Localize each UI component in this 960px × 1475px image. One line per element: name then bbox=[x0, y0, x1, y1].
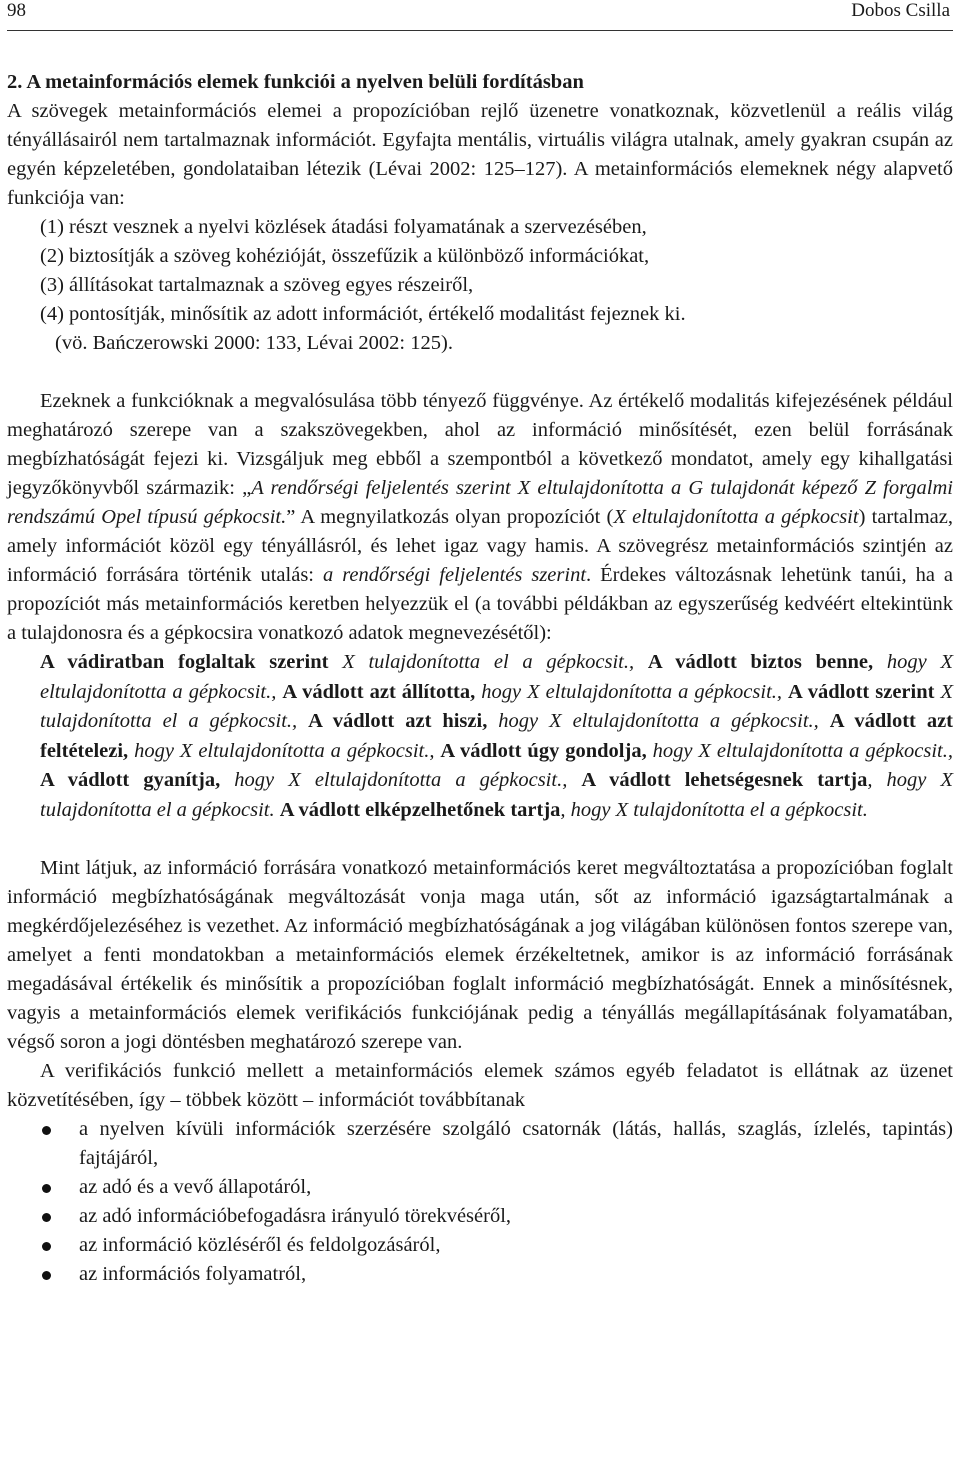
page-number: 98 bbox=[7, 0, 26, 21]
function-item: (3) állításokat tartalmaznak a szöveg egyes részeiről, bbox=[40, 274, 474, 296]
bullet-item: az adó információbefogadásra irányuló törekvéséről, bbox=[7, 1202, 953, 1231]
example-item: A vádlott azt állította, hogy X eltulajdonította a gépkocsit., bbox=[282, 680, 789, 703]
bullet-item: az adó és a vevő állapotáról, bbox=[7, 1173, 953, 1202]
bullet-icon bbox=[42, 1184, 51, 1193]
bullet-list bbox=[7, 1115, 953, 1289]
example-item: A vádlott azt feltételezi, hogy X eltulajdonította a gépkocsit., bbox=[40, 710, 953, 762]
function-item: (1) részt vesznek a nyelvi közlések átadási folyamatának a szervezésében, bbox=[40, 216, 647, 238]
page bbox=[7, 0, 953, 1289]
example-item: A vádlott elképzelhetőnek tartja, hogy X tulajdonította el a gépkocsit. bbox=[279, 798, 868, 821]
example-paragraph: Ezeknek a funkcióknak a megvalósulása több tényező függvénye. Az értékelő modalitás kifejezésének például meghatározó szerepe van a szakszövegekben, ahol az információ minősítését, ezen belül forrásának megbízhatóságát fejezi ki. Vizsgáljuk meg ebből a szempontból a következő mondatot, amely egy kihallgatási jegyzőkönyvből származik: „A rendőrségi feljelentés szerint X eltulajdonította a G tulajdonát képező Z forgalmi rendszámú Opel típusú gépkocsit.” A megnyilatkozás olyan propozíciót (X eltulajdonította a gépkocsit) tartalmaz, amely információt közöl egy tényállásról, és lehet igaz vagy hamis. A szövegrész metainformációs szintjén az információ forrására történik utalás: a rendőrségi feljelentés szerint. Érdekes változásnak lehetünk tanúi, ha a propozíciót más metainformációs keretben helyezzük el (a további példákban az egyszerűség kedvéért eltekintünk a tulajdonosra és a gépkocsira vonatkozó adatok megnevezésétől): bbox=[7, 390, 953, 644]
function-item: (2) biztosítják a szöveg kohézióját, összefűzik a különböző információkat, bbox=[40, 245, 650, 267]
example-item: A vádlott biztos benne, hogy X eltulajdonította a gépkocsit., bbox=[40, 651, 953, 703]
bullet-icon bbox=[42, 1242, 51, 1251]
bullet-icon bbox=[42, 1126, 51, 1135]
example-item: A vádlott azt hiszi, hogy X eltulajdonította a gépkocsit., bbox=[308, 710, 830, 732]
bullet-icon bbox=[42, 1213, 51, 1222]
example-item: A vádlott szerint X tulajdonította el a gépkocsit., bbox=[40, 680, 953, 732]
example-item: A vádlott lehetségesnek tartja, hogy X tulajdonította el a gépkocsit. bbox=[40, 769, 953, 821]
example-item: A vádlott gyanítja, hogy X eltulajdonította a gépkocsit., bbox=[40, 769, 582, 791]
function-list bbox=[7, 213, 953, 358]
example-item: A vádlott úgy gondolja, hogy X eltulajdonította a gépkocsit., bbox=[440, 739, 954, 762]
bullet-item: az információs folyamatról, bbox=[7, 1260, 953, 1289]
intro-paragraph: A szövegek metainformációs elemei a propozícióban rejlő üzenetre vonatkoznak, közvetlenül a reális világ tényállásairól nem tartalmaznak információt. Egyfajta mentális, virtuális világra utalnak, amely gyakran csupán az egyén képzeletében, gondolataiban létezik (Lévai 2002: 125–127). A metainformációs elemeknek négy alapvető funkciója van: bbox=[7, 100, 953, 209]
bullet-icon bbox=[42, 1271, 51, 1280]
reference-note: (vö. Bańczerowski 2000: 133, Lévai 2002: 125). bbox=[55, 332, 453, 354]
running-header bbox=[7, 0, 953, 31]
bullet-item: a nyelven kívüli információk szerzésére szolgáló csatornák (látás, hallás, szaglás, ízlelés, tapintás) fajtájáról, bbox=[7, 1115, 953, 1173]
bullet-item: az információ közléséről és feldolgozásáról, bbox=[7, 1231, 953, 1260]
function-item: (4) pontosítják, minősítik az adott információt, értékelő modalitást fejeznek ki. bbox=[40, 303, 686, 325]
section-title: 2. A metainformációs elemek funkciói a nyelven belüli fordításban bbox=[7, 71, 584, 93]
source-phrase: a rendőrségi feljelentés szerint bbox=[322, 564, 587, 586]
example-item: A vádiratban foglaltak szerint X tulajdonította el a gépkocsit., bbox=[40, 651, 648, 673]
proposition: X eltulajdonította a gépkocsit bbox=[613, 506, 859, 528]
example-sentences bbox=[7, 648, 953, 825]
verification-paragraph: A verifikációs funkció mellett a metainformációs elemek számos egyéb feladatot is ellátnak az üzenet közvetítésében, így – többek között – információt továbbítanak bbox=[7, 1060, 953, 1111]
quoted-sentence: A rendőrségi feljelentés szerint X eltulajdonította a G tulajdonát képező Z forgalmi rendszámú Opel típusú gépkocsit. bbox=[7, 477, 953, 528]
conclusion-paragraph: Mint látjuk, az információ forrására vonatkozó metainformációs keret megváltoztatása a propozícióban foglalt információ megbízhatóságának megváltozását vonja maga után, sőt az információ igazságtartalmának a megkérdőjelezéséhez is vezethet. Az információ megbízhatóságának a jog világában különösen fontos szerepe van, amelyet a fenti mondatokban a metainformációs elemek érzékeltetnek, amikor is az információ forrásának megadásával értékelik és minősítik a propozícióban foglalt információ megbízhatóságát. Ennek a minősítésnek, vagyis a metainformációs elemek verifikációs funkciójának pedig a tényállás megállapításának folyamatában, végső soron a jogi döntésben meghatározó szerepe van. bbox=[7, 857, 953, 1053]
running-author: Dobos Csilla bbox=[851, 0, 950, 21]
